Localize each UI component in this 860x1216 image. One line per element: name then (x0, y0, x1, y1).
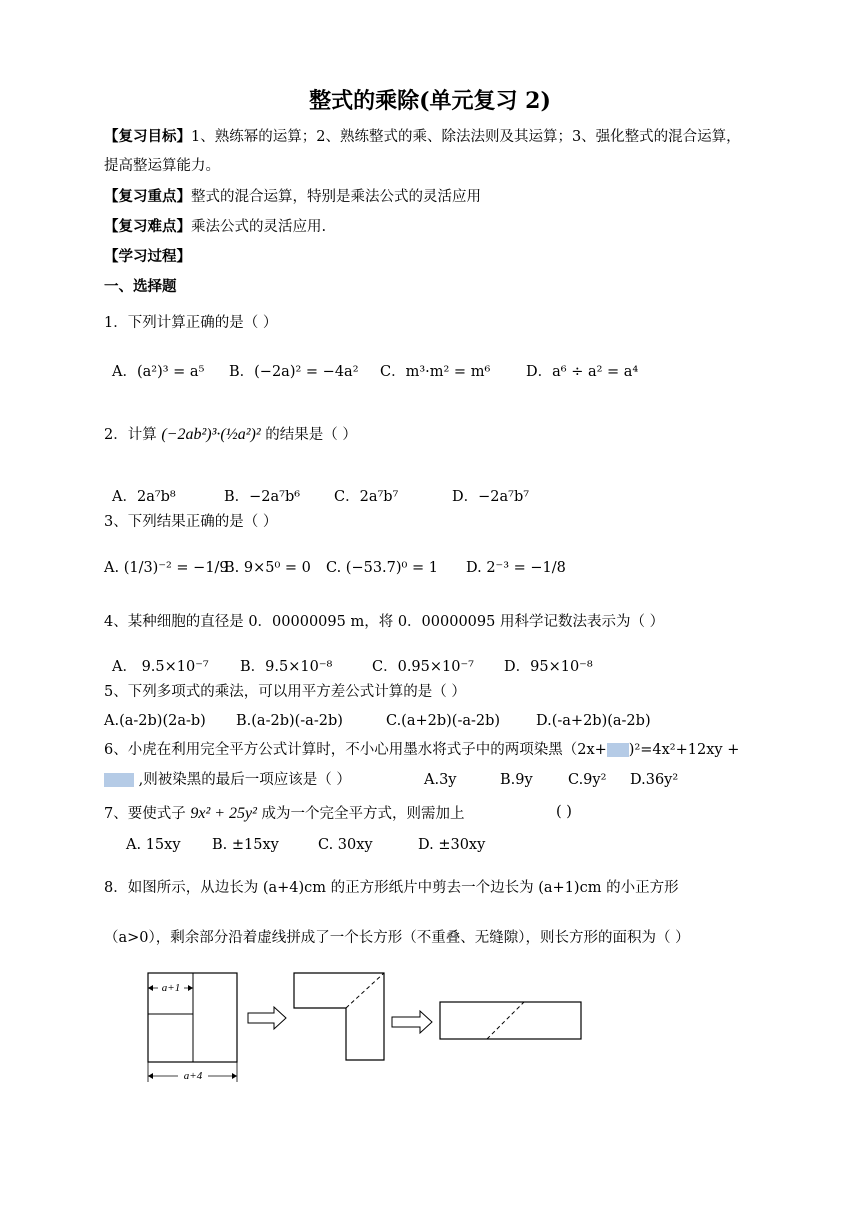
goal-label: 【复习目标】 (104, 128, 191, 145)
q1-option-a: A．(a²)³ = a⁵ (112, 364, 205, 380)
difficulty-label: 【复习难点】 (104, 218, 191, 235)
q2-expression: (−2ab²)³·(½a²)² (161, 426, 261, 443)
q7-option-d: D. ±30xy (418, 837, 486, 853)
q6-option-d: D.36y² (630, 772, 679, 788)
page-title: 整式的乘除(单元复习 2) (309, 88, 551, 114)
q6-option-c: C.9y² (568, 772, 607, 788)
q1-option-d: D．a⁶ ÷ a² = a⁴ (526, 364, 639, 380)
q2-option-d: D．−2a⁷b⁷ (452, 489, 530, 505)
ink-blot-1 (607, 743, 629, 757)
q2-option-c: C．2a⁷b⁷ (334, 489, 399, 505)
q7-stem (104, 804, 465, 823)
q4-option-c: C．0.95×10⁻⁷ (372, 659, 474, 675)
q5-option-c: C.(a+2b)(-a-2b) (386, 713, 501, 729)
q2-stem (104, 425, 357, 444)
difficulty-text: 乘法公式的灵活应用. (191, 219, 327, 235)
goal-text-1: 1、熟练幂的运算；2、熟练整式的乘、除法法则及其运算；3、强化整式的混合运算， (191, 129, 741, 145)
q7-answer-paren: ( ) (556, 804, 572, 820)
q1-stem: 1．下列计算正确的是（ ） (104, 315, 278, 331)
review-focus (104, 188, 481, 206)
q4-option-d: D．95×10⁻⁸ (504, 659, 593, 675)
transform-arrow-1 (248, 1007, 286, 1029)
q3-option-d: D. 2⁻³ = −1/8 (466, 560, 566, 576)
result-rectangle (440, 1002, 581, 1039)
process-label: 【学习过程】 (104, 248, 191, 265)
q4-stem: 4、某种细胞的直径是 0．00000095 m，将 0．00000095 用科学记数法表示为（ ） (104, 614, 665, 630)
transform-arrow-2 (392, 1011, 432, 1033)
q6-option-a: A.3y (424, 772, 457, 788)
q7-option-c: C. 30xy (318, 837, 373, 853)
q5-stem: 5、下列多项式的乘法，可以用平方差公式计算的是（ ） (104, 684, 466, 700)
q6-line2-text: ,则被染黑的最后一项应该是（ ） (138, 772, 351, 788)
q7-stem-post: 成为一个完全平方式，则需加上 (261, 806, 465, 822)
focus-label: 【复习重点】 (104, 188, 191, 205)
q7-option-b: B. ±15xy (212, 837, 279, 853)
q5-option-a: A.(a-2b)(2a-b) (104, 713, 206, 729)
ink-blot-2 (104, 773, 134, 787)
q2-stem-pre: 2．计算 (104, 427, 157, 443)
l-shape-cut-line (346, 973, 384, 1008)
q3-option-a: A. (1/3)⁻² = −1/9 (104, 560, 229, 576)
q2-stem-post: 的结果是（ ） (265, 427, 357, 443)
q5-option-d: D.(-a+2b)(a-2b) (536, 713, 651, 729)
q7-stem-pre: 7、要使式子 (104, 806, 186, 822)
dim-big-label: a+4 (183, 1070, 203, 1082)
q3-stem: 3、下列结果正确的是（ ） (104, 514, 278, 530)
q6-line1-pre: 6、小虎在利用完全平方公式计算时，不小心用墨水将式子中的两项染黑（2x+ (104, 742, 607, 758)
focus-text: 整式的混合运算，特别是乘法公式的灵活应用 (191, 189, 481, 205)
section-label: 一、选择题 (104, 278, 177, 295)
review-goal (104, 128, 741, 146)
review-difficulty (104, 218, 326, 236)
q4-option-b: B．9.5×10⁻⁸ (240, 659, 333, 675)
q1-option-b: B．(−2a)² = −4a² (229, 364, 359, 380)
q2-option-b: B．−2a⁷b⁶ (224, 489, 301, 505)
q1-option-c: C．m³·m² = m⁶ (380, 364, 491, 380)
q8-line-2: （a>0），剩余部分沿着虚线拼成了一个长方形（不重叠、无缝隙），则长方形的面积为（ ） (104, 930, 690, 946)
q7-option-a: A. 15xy (126, 837, 181, 853)
q5-option-b: B.(a-2b)(-a-2b) (236, 713, 343, 729)
q4-option-a: A． 9.5×10⁻⁷ (112, 659, 209, 675)
q8-line-1: 8．如图所示，从边长为 (a+4)cm 的正方形纸片中剪去一个边长为 (a+1)cm 的小正方形 (104, 880, 679, 896)
q6-line1-post: )²=4x²+12xy + (628, 742, 740, 758)
q8-figure (130, 960, 600, 1090)
q3-option-b: B. 9×5⁰ = 0 (224, 560, 311, 576)
q6-line-2 (104, 772, 351, 789)
rectangle-cut-line (487, 1002, 524, 1039)
q6-option-b: B.9y (500, 772, 533, 788)
goal-text-2: 提高整运算能力。 (104, 158, 220, 174)
q3-option-c: C. (−53.7)⁰ = 1 (326, 560, 438, 576)
q7-expression: 9x² + 25y² (190, 805, 257, 822)
q2-option-a: A．2a⁷b⁸ (112, 489, 176, 505)
dim-small-label: a+1 (161, 982, 181, 994)
q6-line-1 (104, 742, 739, 759)
l-shape (294, 973, 384, 1060)
